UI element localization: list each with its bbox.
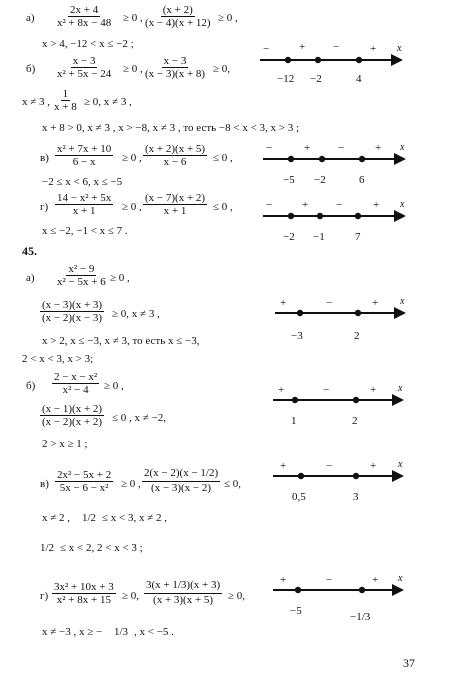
numerator: (x − 1)(x + 2) [42,403,103,415]
relation: ≥ 0 , [122,152,142,164]
point-label: −5 [290,605,302,617]
fraction-44v-1 [55,143,113,168]
axis-var: x [398,573,403,584]
point-marker [315,57,321,63]
sign-1: + [280,574,287,586]
numerator: x² + 7x + 10 [57,143,112,155]
relation: ≤ 0 , [213,201,233,213]
denominator: x² − 5x + 6 [57,276,106,288]
solution-line: x ≤ −2, −1 < x ≤ 7 . [42,225,128,237]
relation: ≥ 0 , [123,63,143,75]
label-45v: в) [40,478,49,490]
sign-3: − [336,199,343,211]
axis-var: x [398,383,403,394]
label-45b: б) [26,380,36,392]
point-marker [295,587,301,593]
relation: ≥ 0 , [110,272,130,284]
fraction-44v-2 [143,143,207,168]
solution-line: , x < −5 . [134,626,174,638]
denominator: (x − 3)(x + 8) [145,68,206,80]
sign-2: − [323,384,330,396]
sign-4: + [375,142,382,154]
point-label: 0,5 [292,491,306,503]
relation: ≥ 0, [228,590,246,602]
relation: ≥ 0, x ≠ 3 , [112,308,160,320]
label-45g: г) [40,590,49,602]
sign-1: + [278,384,285,396]
sign-4: + [370,43,377,55]
point-label: 1 [291,415,297,427]
point-label: 2 [354,330,360,342]
numerator: 2(x − 2)(x − 1/2) [142,465,220,482]
number-line-44a [255,42,405,92]
denominator: x + 8 [54,101,77,113]
numerator: x − 3 [72,55,96,67]
point-marker [356,57,362,63]
axis-var: x [400,199,405,210]
point-label: −1 [313,231,325,243]
point-marker [292,397,298,403]
point-label: 3 [353,491,359,503]
denominator: x² − 4 [62,384,89,396]
point-marker [359,587,365,593]
numerator: x² − 9 [68,263,95,275]
denominator: 5x − 6 − x² [59,482,109,494]
half-fraction: 1/2 [40,542,55,554]
sign-2: + [304,142,311,154]
denominator: x² + 5x − 24 [57,68,112,80]
denominator: 6 − x [72,156,96,168]
solution-line: 2 < x < 3, x > 3; [22,353,94,365]
numerator: (x + 2)(x + 5) [145,143,206,155]
sign-2: + [299,42,306,53]
denominator: (x − 2)(x + 2) [42,416,103,428]
solution-line: x + 8 > 0, x ≠ 3 , x > −8, x ≠ 3 , то есть −8 < x < 3, x > 3 ; [42,122,300,134]
axis-var: x [398,459,403,470]
solution-line: x ≠ 2 , [42,512,71,524]
sign-3: + [370,384,377,396]
number-line-44g [258,198,408,248]
page-number: 37 [403,656,415,670]
relation: ≥ 0, [122,590,140,602]
sign-4: + [373,199,380,211]
axis-var: x [400,142,405,153]
denominator: (x − 4)(x + 12) [145,17,211,29]
point-label: −2 [283,231,295,243]
denominator: x + 1 [72,205,96,217]
numerator: 1 [62,88,69,100]
sign-1: + [280,460,287,472]
solution-line: x ≠ 3 , [22,96,51,108]
half-fraction: 1/2 [82,512,97,524]
denominator: (x − 2)(x − 3) [42,312,103,324]
problem-title-45: 45. [22,244,37,258]
sign-2: − [326,460,333,472]
point-label: −2 [310,73,322,85]
denominator: x² + 8x + 15 [56,594,111,606]
point-label: −12 [277,73,295,85]
solution-line: −2 ≤ x < 6, x ≤ −5 [42,176,123,188]
point-marker [297,310,303,316]
point-label: −5 [283,174,295,186]
point-label: −3 [291,330,303,342]
sign-1: − [263,43,270,55]
fraction-44b-1 [55,55,113,80]
sign-1: − [266,199,273,211]
sign-3: + [372,297,379,309]
sign-2: − [326,574,333,586]
number-line-44v [258,141,408,191]
number-line-45v [268,458,408,508]
relation: ≥ 0 , [121,478,141,490]
sign-3: − [338,142,345,154]
point-label: 4 [356,73,362,85]
number-line-45b [268,382,408,432]
fraction-44a-1 [55,4,113,29]
fraction-45a-1 [55,263,108,288]
third-fraction: 1/3 [114,626,129,638]
label-45a: а) [26,272,35,284]
point-marker [353,397,359,403]
denominator: x + 1 [163,205,187,217]
relation: ≥ 0 , [122,201,142,213]
numerator: 3x² + 10x + 3 [54,581,114,593]
sign-1: − [266,142,273,154]
sign-2: + [302,199,309,211]
relation: ≤ 0 , [213,152,233,164]
point-marker [317,213,323,219]
relation: ≥ 0 , [104,380,124,392]
solution-line: x > 2, x ≤ −3, x ≠ 3, то есть x ≤ −3, [42,335,200,347]
numerator: (x + 2) [162,4,193,16]
solution-line: 2 > x ≥ 1 ; [42,438,88,450]
point-label: 2 [352,415,358,427]
point-marker [288,156,294,162]
sign-3: + [370,460,377,472]
numerator: (x − 3)(x + 3) [42,299,103,311]
point-marker [285,57,291,63]
fraction-45a-2 [40,299,104,324]
numerator: (x − 7)(x + 2) [145,192,206,204]
denominator: (x + 3)(x + 5) [153,594,214,606]
fraction-45g-1 [52,581,116,606]
fraction-44g-2 [143,192,207,217]
point-marker [319,156,325,162]
fraction-44a-2 [143,4,213,29]
relation: ≥ 0, [213,63,231,75]
point-marker [355,213,361,219]
label-44g: г) [40,201,49,213]
label-44v: в) [40,152,49,164]
relation: ≤ 0 , x ≠ −2, [112,412,167,424]
relation: ≥ 0 , [218,12,238,24]
fraction-45b-1 [52,371,99,396]
denominator: x − 6 [163,156,187,168]
numerator: 2x² − 5x + 2 [57,469,112,481]
numerator: 14 − x² + 5x [57,192,112,204]
fraction-44b-3 [52,88,79,113]
axis-var: x [397,43,402,54]
number-line-45a [270,295,410,347]
sign-3: − [333,42,340,53]
solution-line: x > 4, −12 < x ≤ −2 ; [42,38,134,50]
sign-2: − [326,297,333,309]
point-label: 7 [355,231,361,243]
point-label: −2 [314,174,326,186]
solution-line: x ≠ −3 , x ≥ − [42,626,103,638]
fraction-44g-1 [55,192,113,217]
sign-3: + [372,574,379,586]
point-label: −1/3 [350,611,371,623]
numerator: 3(x + 1/3)(x + 3) [144,577,222,594]
solution-line: ≥ 0, x ≠ 3 , [84,96,132,108]
fraction-44b-2 [143,55,207,80]
relation: ≤ 0, [224,478,242,490]
point-marker [359,156,365,162]
denominator: (x − 3)(x − 2) [151,482,212,494]
label-44b: б) [26,63,36,75]
label-44a: а) [26,12,35,24]
point-label: 6 [359,174,365,186]
fraction-45b-2 [40,403,104,428]
number-line-45g [268,572,408,638]
numerator: 2x + 4 [70,4,99,16]
axis-var: x [400,296,405,307]
point-marker [355,310,361,316]
numerator: 2 − x − x² [54,371,98,383]
sign-1: + [280,297,287,309]
solution-line: ≤ x < 2, 2 < x < 3 ; [60,542,143,554]
denominator: x² + 8x − 48 [57,17,112,29]
point-marker [353,473,359,479]
numerator: x − 3 [163,55,187,67]
fraction-45g-2 [144,577,222,606]
fraction-45v-1 [55,469,113,494]
point-marker [288,213,294,219]
solution-line: ≤ x < 3, x ≠ 2 , [102,512,168,524]
point-marker [298,473,304,479]
relation: ≥ 0 , [123,12,143,24]
fraction-45v-2 [142,465,220,494]
